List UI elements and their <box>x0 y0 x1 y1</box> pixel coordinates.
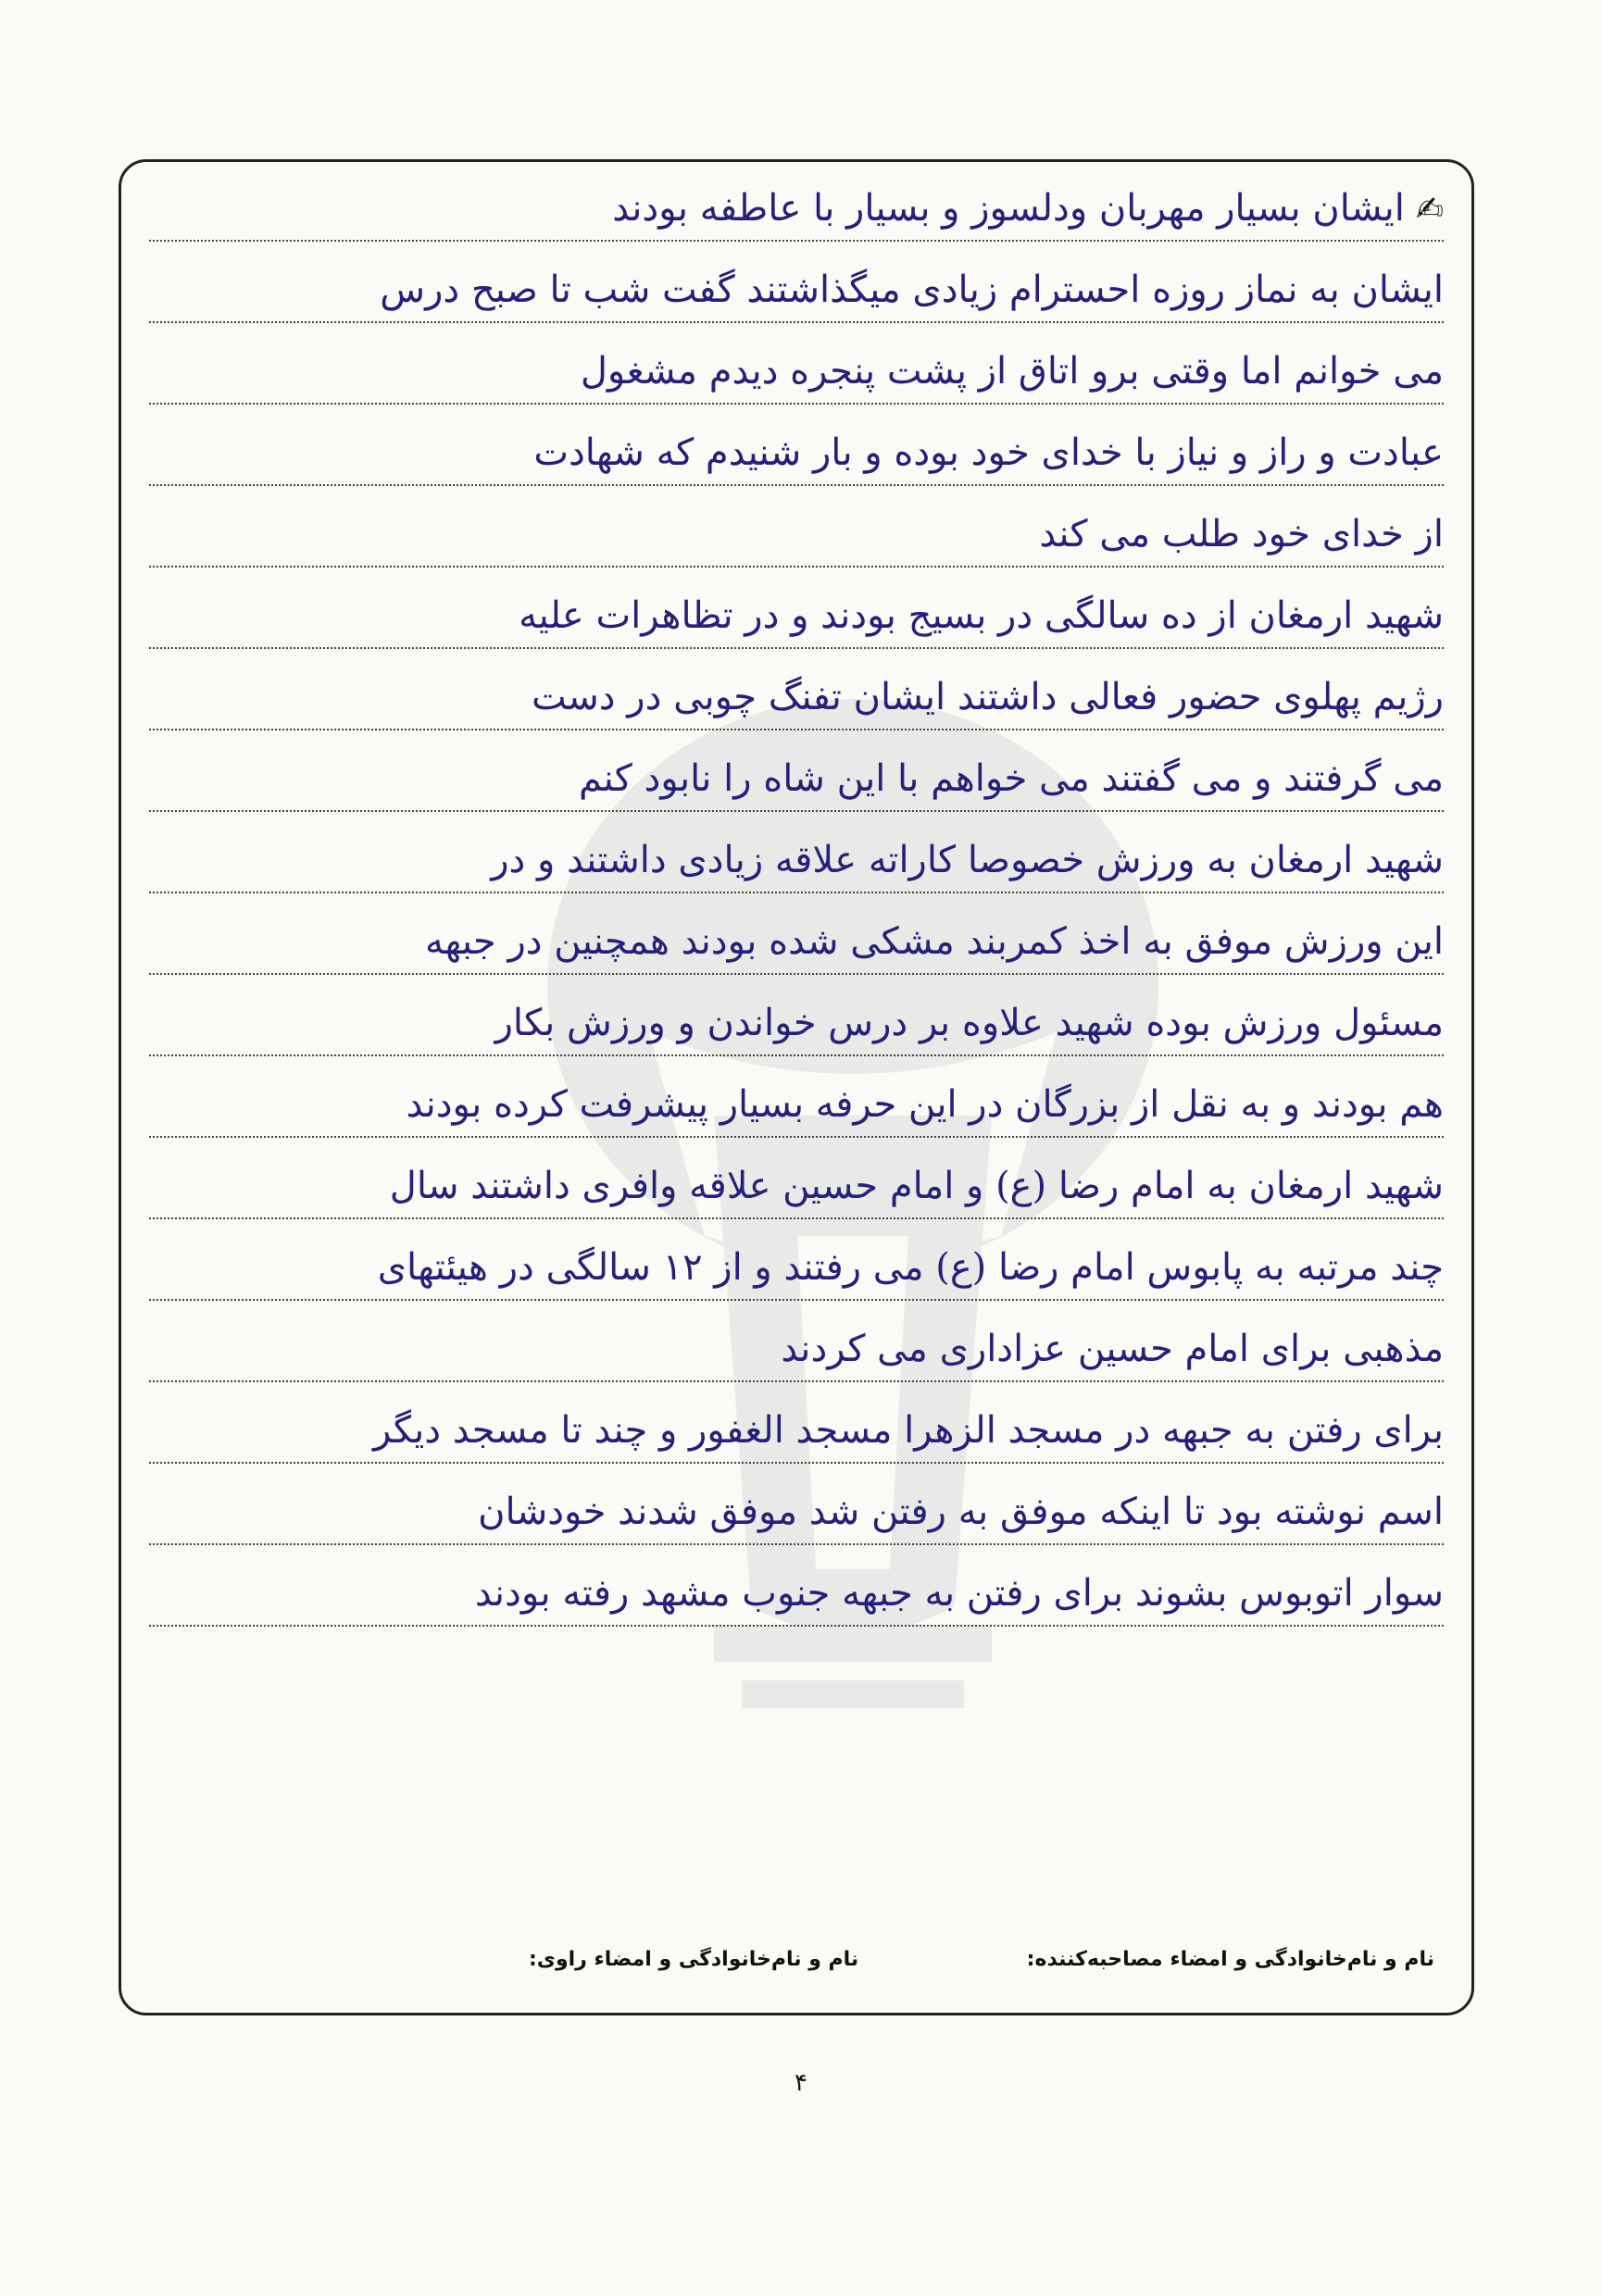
text-line <box>149 1303 1444 1382</box>
text-line <box>149 1140 1444 1219</box>
narrator-signature-label: نام و نام‌خانوادگی و امضاء راوی: <box>529 1948 859 1971</box>
text-line <box>149 406 1444 486</box>
line-text: شهید ارمغان به ورزش خصوصا کاراته علاقه زیادی داشتند و در <box>491 839 1444 881</box>
text-line <box>149 1466 1444 1545</box>
text-line <box>149 814 1444 893</box>
line-text: می خوانم اما وقتی برو اتاق از پشت پنجره دیدم مشغول <box>580 350 1444 393</box>
line-text: ایشان بسیار مهربان ودلسوز و بسیار با عاطفه بودند <box>612 187 1405 230</box>
text-line <box>149 1547 1444 1627</box>
line-text: این ورزش موفق به اخذ کمربند مشکی شده بودند همچنین در جبهه <box>425 920 1444 963</box>
line-text: شهید ارمغان از ده سالگی در بسیج بودند و در تظاهرات علیه <box>519 594 1444 637</box>
text-line <box>149 569 1444 649</box>
text-line <box>149 732 1444 812</box>
line-text: مسئول ورزش بوده شهید علاوه بر درس خواندن و ورزش بکار <box>494 1002 1444 1044</box>
line-text: مذهبی برای امام حسین عزاداری می کردند <box>781 1328 1444 1370</box>
line-text: ایشان به نماز روزه احسترام زیادی میگذاشتند گفت شب تا صبح درس <box>380 268 1444 311</box>
text-line <box>149 325 1444 405</box>
text-line <box>149 162 1444 242</box>
line-text: از خدای خود طلب می کند <box>1039 513 1444 555</box>
line-text: شهید ارمغان به امام رضا (ع) و امام حسین علاقه وافری داشتند سال <box>389 1165 1444 1207</box>
text-line <box>149 1221 1444 1301</box>
pen-writing-icon: ✍ <box>1415 191 1444 229</box>
text-line <box>149 243 1444 323</box>
line-text: هم بودند و به نقل از بزرگان در این حرفه بسیار پیشرفت کرده بودند <box>406 1083 1444 1126</box>
text-line <box>149 977 1444 1056</box>
text-line <box>149 1058 1444 1138</box>
signature-footer <box>158 1939 1434 1985</box>
text-line <box>149 651 1444 730</box>
text-line <box>149 895 1444 975</box>
line-text: سوار اتوبوس بشوند برای رفتن به جبهه جنوب مشهد رفته بودند <box>474 1572 1444 1615</box>
line-text: چند مرتبه به پابوس امام رضا (ع) می رفتند و از ۱۲ سالگی در هیئتهای <box>377 1246 1444 1289</box>
page-frame <box>119 159 1474 2015</box>
line-text: عبادت و راز و نیاز با خدای خود بوده و بار شنیدم که شهادت <box>533 431 1444 474</box>
text-line <box>149 488 1444 568</box>
line-text: رژیم پهلوی حضور فعالی داشتند ایشان تفنگ چوبی در دست <box>531 676 1444 718</box>
line-text: برای رفتن به جبهه در مسجد الزهرا مسجد الغفور و چند تا مسجد دیگر <box>372 1409 1444 1452</box>
line-text: می گرفتند و می گفتند می خواهم با این شاه را نابود کنم <box>579 757 1444 800</box>
page-number: ۴ <box>795 2069 807 2097</box>
line-text: اسم نوشته بود تا اینکه موفق به رفتن شد موفق شدند خودشان <box>478 1491 1444 1533</box>
text-line <box>149 1384 1444 1464</box>
interviewer-signature-label: نام و نام‌خانوادگی و امضاء مصاحبه‌کننده: <box>1026 1948 1434 1971</box>
